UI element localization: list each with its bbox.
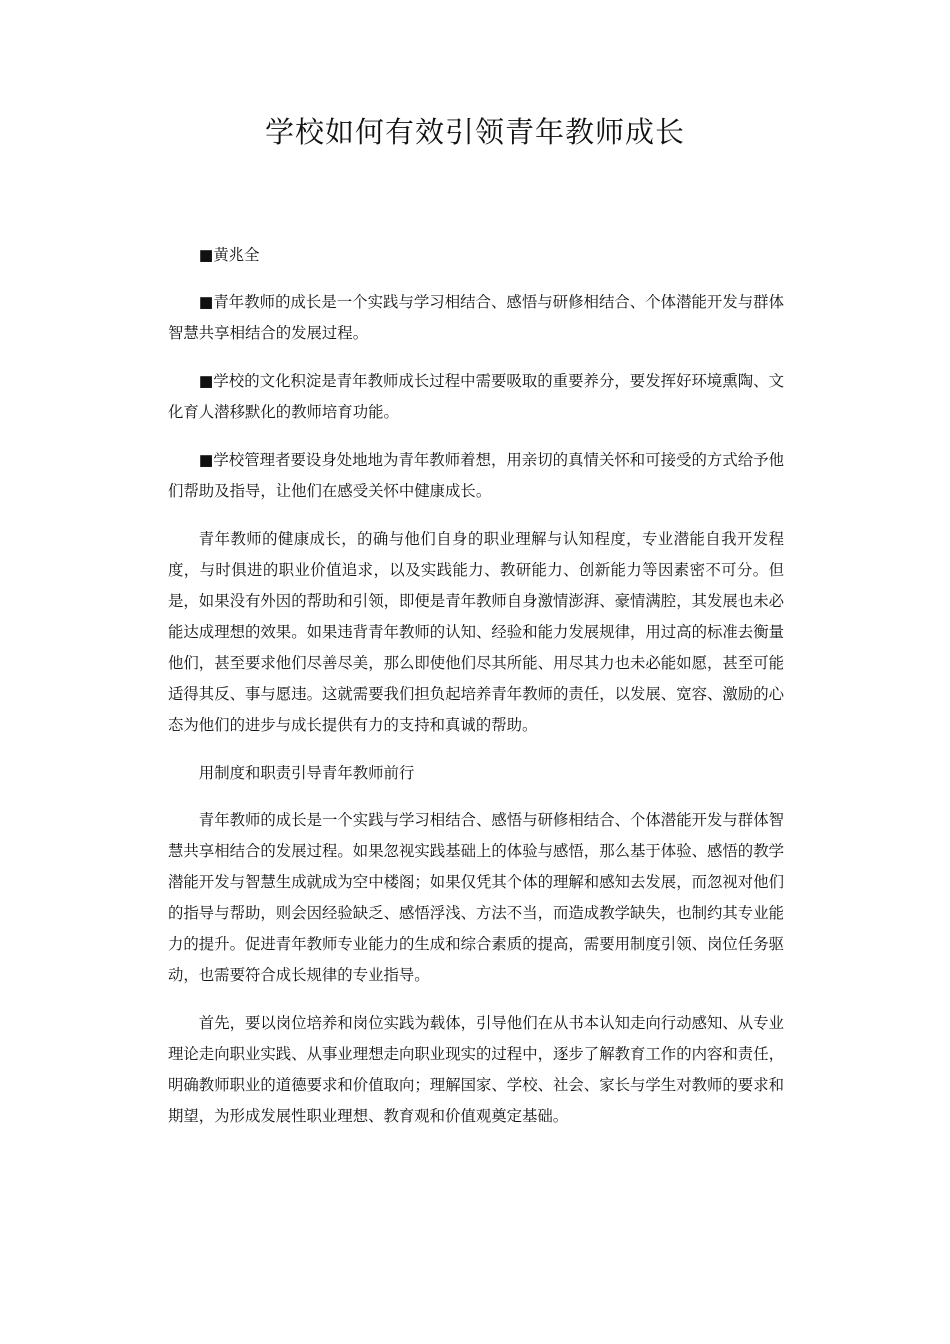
article-body — [168, 240, 784, 1149]
body-paragraph: 首先，要以岗位培养和岗位实践为载体，引导他们在从书本认知走向行动感知、从专业理论走向职业实践、从事业理想走向职业现实的过程中，逐步了解教育工作的内容和责任，明确教师职业的道德要求和价值取向；理解国家、学校、社会、家长与学生对教师的要求和期望，为形成发展性职业理想、教育观和价值观奠定基础。 — [168, 1014, 784, 1125]
highlight-paragraph: ■学校的文化积淀是青年教师成长过程中需要吸取的重要养分，要发挥好环境熏陶、文化育人潜移默化的教师培育功能。 — [168, 372, 784, 421]
article-title: 学校如何有效引领青年教师成长 — [264, 115, 685, 149]
section-heading: 用制度和职责引导青年教师前行 — [198, 764, 415, 782]
intro-paragraph: 青年教师的健康成长，的确与他们自身的职业理解与认知程度，专业潜能自我开发程度，与时俱进的职业价值追求，以及实践能力、教研能力、创新能力等因素密不可分。但是，如果没有外因的帮助和引领，即便是青年教师自身激情澎湃、豪情满腔，其发展也未必能达成理想的效果。如果违背青年教师的认知、经验和能力发展规律，用过高的标准去衡量他们，甚至要求他们尽善尽美，那么即使他们尽其所能、用尽其力也未必能如愿，甚至可能适得其反、事与愿违。这就需要我们担负起培养青年教师的责任，以发展、宽容、激励的心态为他们的进步与成长提供有力的支持和真诚的帮助。 — [168, 530, 784, 734]
author-line: ■黄兆全 — [198, 246, 260, 264]
highlight-paragraph: ■学校管理者要设身处地地为青年教师着想，用亲切的真情关怀和可接受的方式给予他们帮助及指导，让他们在感受关怀中健康成长。 — [168, 451, 784, 500]
body-paragraph: 青年教师的成长是一个实践与学习相结合、感悟与研修相结合、个体潜能开发与群体智慧共享相结合的发展过程。如果忽视实践基础上的体验与感悟，那么基于体验、感悟的教学潜能开发与智慧生成就成为空中楼阁；如果仅凭其个体的理解和感知去发展，而忽视对他们的指导与帮助，则会因经验缺乏、感悟浮浅、方法不当，而造成教学缺失，也制约其专业能力的提升。促进青年教师专业能力的生成和综合素质的提高，需要用制度引领、岗位任务驱动，也需要符合成长规律的专业指导。 — [168, 811, 784, 984]
highlight-paragraph: ■青年教师的成长是一个实践与学习相结合、感悟与研修相结合、个体潜能开发与群体智慧共享相结合的发展过程。 — [168, 293, 784, 342]
